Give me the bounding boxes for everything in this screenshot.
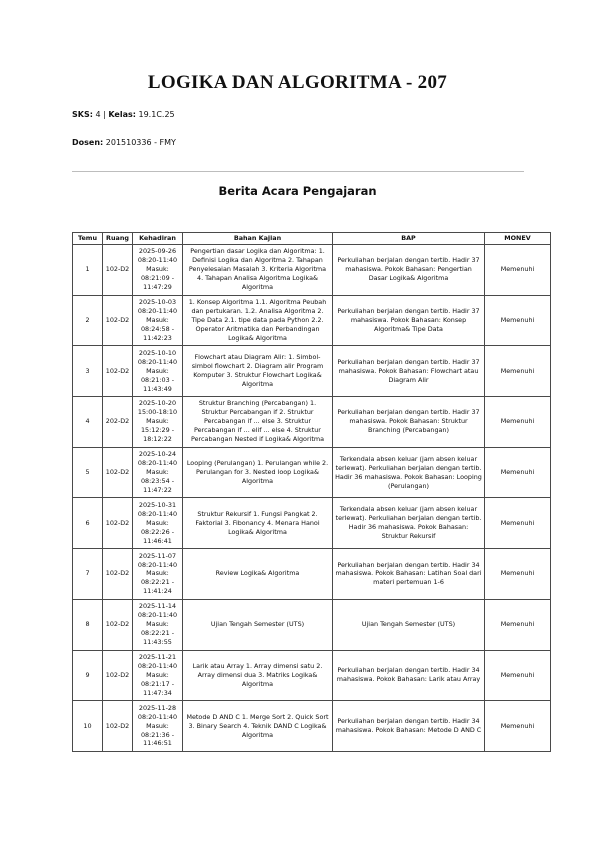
cell-monev: Memenuhi	[485, 447, 551, 498]
cell-temu: 7	[73, 549, 103, 600]
table-row	[73, 346, 551, 397]
cell-temu: 1	[73, 245, 103, 296]
cell-ruang: 102-D2	[103, 701, 133, 752]
cell-temu: 4	[73, 397, 103, 448]
header-ruang: Ruang	[103, 233, 133, 245]
cell-kehadiran: 2025-10-24 08:20-11:40 Masuk: 08:23:54 - 11:47:22	[133, 447, 183, 498]
cell-monev: Memenuhi	[485, 346, 551, 397]
cell-bap: Terkendala absen keluar (jam absen keluar terlewat). Perkuliahan berjalan dengan tertib. Hadir 36 mahasiswa. Pokok Bahasan: Looping (Perulangan)	[333, 447, 485, 498]
cell-kehadiran: 2025-10-03 08:20-11:40 Masuk: 08:24:58 - 11:42:23	[133, 295, 183, 346]
cell-bahan-kajian: Struktur Rekursif 1. Fungsi Pangkat 2. Faktorial 3. Fibonancy 4. Menara Hanoi Logika& Algoritma	[183, 498, 333, 549]
table-row	[73, 549, 551, 600]
cell-ruang: 102-D2	[103, 447, 133, 498]
kelas-value: 19.1C.25	[138, 110, 175, 119]
cell-bap: Perkuliahan berjalan dengan tertib. Hadir 34 mahasiswa. Pokok Bahasan: Larik atau Array	[333, 650, 485, 701]
dosen-label: Dosen:	[72, 138, 104, 147]
table-row	[73, 447, 551, 498]
cell-bahan-kajian: Struktur Branching (Percabangan) 1. Struktur Percabangan if 2. Struktur Percabangan if ... else 3. Struktur Percabangan if ... elif ... else 4. Struktur Percabangan Nested if Logika& Algoritma	[183, 397, 333, 448]
cell-ruang: 102-D2	[103, 498, 133, 549]
table-header-row	[73, 233, 551, 245]
table-row	[73, 650, 551, 701]
cell-monev: Memenuhi	[485, 599, 551, 650]
cell-kehadiran: 2025-10-20 15:00-18:10 Masuk: 15:12:29 - 18:12:22	[133, 397, 183, 448]
cell-temu: 8	[73, 599, 103, 650]
cell-ruang: 102-D2	[103, 650, 133, 701]
cell-ruang: 102-D2	[103, 549, 133, 600]
cell-monev: Memenuhi	[485, 498, 551, 549]
table-row	[73, 397, 551, 448]
cell-ruang: 202-D2	[103, 397, 133, 448]
header-divider	[72, 171, 524, 172]
cell-kehadiran: 2025-11-28 08:20-11:40 Masuk: 08:21:36 - 11:46:51	[133, 701, 183, 752]
cell-bap: Perkuliahan berjalan dengan tertib. Hadir 34 mahasiswa. Pokok Bahasan: Metode D AND C	[333, 701, 485, 752]
cell-bahan-kajian: Metode D AND C 1. Merge Sort 2. Quick Sort 3. Binary Search 4. Teknik DAND C Logika& Algoritma	[183, 701, 333, 752]
cell-bap: Perkuliahan berjalan dengan tertib. Hadir 37 mahasiswa. Pokok Bahasan: Struktur Branching (Percabangan)	[333, 397, 485, 448]
cell-temu: 10	[73, 701, 103, 752]
cell-ruang: 102-D2	[103, 346, 133, 397]
cell-kehadiran: 2025-11-21 08:20-11:40 Masuk: 08:21:17 - 11:47:34	[133, 650, 183, 701]
table-row	[73, 295, 551, 346]
cell-temu: 9	[73, 650, 103, 701]
table-row	[73, 599, 551, 650]
cell-bap: Terkendala absen keluar (jam absen keluar terlewat). Perkuliahan berjalan dengan tertib. Hadir 36 mahasiswa. Pokok Bahasan: Struktur Rekursif	[333, 498, 485, 549]
header-temu: Temu	[73, 233, 103, 245]
header-bap: BAP	[333, 233, 485, 245]
sks-label: SKS:	[72, 110, 93, 119]
cell-bap: Perkuliahan berjalan dengan tertib. Hadir 37 mahasiswa. Pokok Bahasan: Flowchart atau Diagram Alir	[333, 346, 485, 397]
table-row	[73, 245, 551, 296]
cell-ruang: 102-D2	[103, 295, 133, 346]
cell-bahan-kajian: 1. Konsep Algoritma 1.1. Algoritma Peubah dan pertukaran. 1.2. Analisa Algoritma 2. Tipe Data 2.1. tipe data pada Python 2.2. Operator Aritmatika dan Perbandingan Logika& Algoritma	[183, 295, 333, 346]
cell-kehadiran: 2025-11-14 08:20-11:40 Masuk: 08:22:21 - 11:43:55	[133, 599, 183, 650]
cell-monev: Memenuhi	[485, 295, 551, 346]
cell-kehadiran: 2025-10-31 08:20-11:40 Masuk: 08:22:26 - 11:46:41	[133, 498, 183, 549]
page-title: LOGIKA DAN ALGORITMA - 207	[147, 72, 448, 93]
cell-ruang: 102-D2	[103, 599, 133, 650]
cell-monev: Memenuhi	[485, 701, 551, 752]
kelas-label: Kelas:	[108, 110, 136, 119]
course-meta-sks-kelas	[72, 110, 175, 119]
cell-bap: Ujian Tengah Semester (UTS)	[333, 599, 485, 650]
cell-monev: Memenuhi	[485, 650, 551, 701]
cell-ruang: 102-D2	[103, 245, 133, 296]
cell-bap: Perkuliahan berjalan dengan tertib. Hadir 34 mahasiswa. Pokok Bahasan: Latihan Soal dari materi pertemuan 1-6	[333, 549, 485, 600]
cell-bahan-kajian: Looping (Perulangan) 1. Perulangan while 2. Perulangan for 3. Nested loop Logika& Algoritma	[183, 447, 333, 498]
cell-bahan-kajian: Review Logika& Algoritma	[183, 549, 333, 600]
cell-bahan-kajian: Flowchart atau Diagram Alir: 1. Simbol-simbol flowchart 2. Diagram alir Program Komputer 3. Struktur Flowchart Logika& Algoritma	[183, 346, 333, 397]
bap-table	[72, 232, 551, 752]
cell-temu: 6	[73, 498, 103, 549]
cell-kehadiran: 2025-09-26 08:20-11:40 Masuk: 08:21:09 - 11:47:29	[133, 245, 183, 296]
cell-temu: 5	[73, 447, 103, 498]
header-kehadiran: Kehadiran	[133, 233, 183, 245]
cell-monev: Memenuhi	[485, 397, 551, 448]
cell-monev: Memenuhi	[485, 549, 551, 600]
cell-bahan-kajian: Pengertian dasar Logika dan Algoritma: 1. Definisi Logika dan Algoritma 2. Tahapan Penyelesaian Masalah 3. Kriteria Algoritma 4. Tahapan Analisa Algoritma Logika& Algoritma	[183, 245, 333, 296]
cell-bap: Perkuliahan berjalan dengan tertib. Hadir 37 mahasiswa. Pokok Bahasan: Pengertian Dasar Logika& Algoritma	[333, 245, 485, 296]
header-monev: MONEV	[485, 233, 551, 245]
meta-separator: |	[103, 110, 106, 119]
cell-temu: 3	[73, 346, 103, 397]
cell-bahan-kajian: Ujian Tengah Semester (UTS)	[183, 599, 333, 650]
cell-bap: Perkuliahan berjalan dengan tertib. Hadir 37 mahasiswa. Pokok Bahasan: Konsep Algoritma& Tipe Data	[333, 295, 485, 346]
section-title: Berita Acara Pengajaran	[218, 184, 377, 198]
cell-temu: 2	[73, 295, 103, 346]
dosen-value: 201510336 - FMY	[105, 138, 176, 147]
sks-value: 4	[95, 110, 101, 119]
cell-bahan-kajian: Larik atau Array 1. Array dimensi satu 2. Array dimensi dua 3. Matriks Logika& Algoritma	[183, 650, 333, 701]
cell-monev: Memenuhi	[485, 245, 551, 296]
course-meta-dosen	[72, 138, 176, 147]
table-row	[73, 498, 551, 549]
cell-kehadiran: 2025-10-10 08:20-11:40 Masuk: 08:21:03 - 11:43:49	[133, 346, 183, 397]
table-row	[73, 701, 551, 752]
cell-kehadiran: 2025-11-07 08:20-11:40 Masuk: 08:22:21 - 11:41:24	[133, 549, 183, 600]
header-bahan-kajian: Bahan Kajian	[183, 233, 333, 245]
